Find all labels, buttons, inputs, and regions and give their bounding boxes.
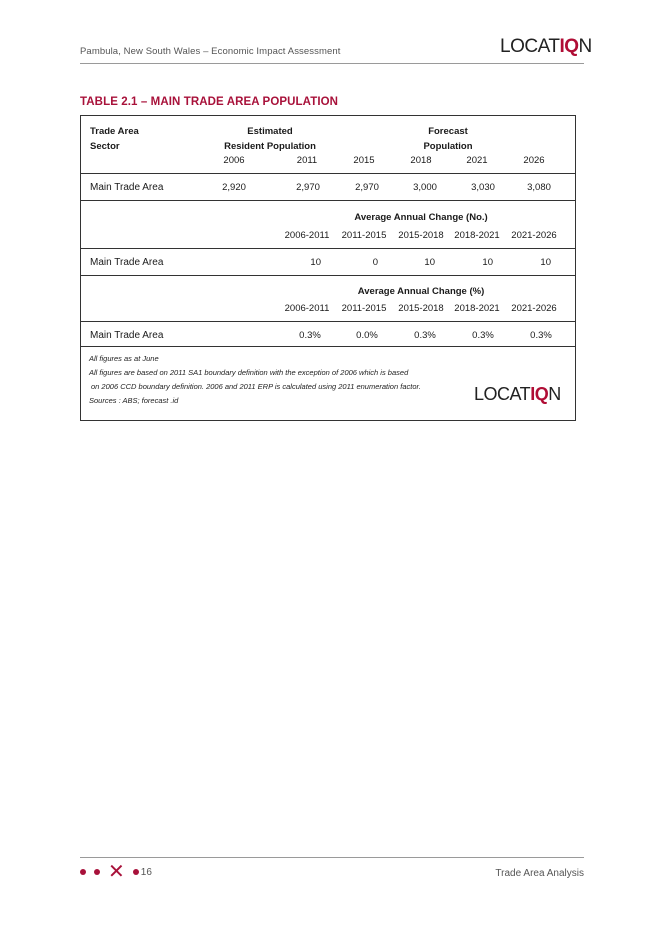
row-label-main-trade-area: Main Trade Area — [90, 330, 164, 341]
locatiq-logo: LOCATIQN — [500, 36, 592, 57]
dot-icon — [133, 869, 139, 875]
change-no-heading: Average Annual Change (No.) — [354, 212, 488, 223]
change-no-value: 10 — [424, 257, 435, 268]
header-divider — [80, 63, 584, 64]
change-pct-value: 0.3% — [530, 330, 552, 341]
period-header: 2011-2015 — [341, 303, 387, 314]
population-value: 2,970 — [355, 182, 379, 193]
period-header: 2018-2021 — [454, 230, 500, 241]
period-header: 2018-2021 — [454, 303, 500, 314]
group-header-population: Population — [423, 141, 473, 152]
footer-marks — [80, 861, 152, 883]
period-header: 2015-2018 — [398, 303, 444, 314]
table-divider — [80, 275, 576, 276]
population-value: 2,920 — [222, 182, 246, 193]
note-line: All figures are based on 2011 SA1 boundary definition with the exception of 2006 which is based — [89, 368, 409, 377]
change-no-value: 0 — [372, 257, 378, 268]
change-pct-value: 0.3% — [414, 330, 436, 341]
document-title: Pambula, New South Wales – Economic Impact Assessment — [80, 46, 341, 57]
population-value: 3,000 — [413, 182, 437, 193]
year-header: 2026 — [523, 155, 545, 166]
dot-icon — [80, 869, 86, 875]
table-title: TABLE 2.1 – MAIN TRADE AREA POPULATION — [80, 96, 339, 108]
table-divider — [80, 173, 576, 174]
period-header: 2006-2011 — [284, 230, 330, 241]
period-header: 2011-2015 — [341, 230, 387, 241]
population-value: 2,970 — [296, 182, 320, 193]
group-header-estimated: Estimated — [247, 126, 293, 137]
table-divider — [80, 346, 576, 347]
change-no-value: 10 — [482, 257, 493, 268]
note-line: Sources : ABS; forecast .id — [89, 396, 179, 405]
change-pct-value: 0.3% — [299, 330, 321, 341]
page-number: 16 — [140, 866, 152, 878]
group-header-resident-population: Resident Population — [224, 141, 316, 152]
locatiq-logo: LOCATIQN — [474, 384, 561, 404]
year-header: 2015 — [353, 155, 375, 166]
period-header: 2021-2026 — [511, 303, 557, 314]
col-header-trade-area: Trade Area — [90, 126, 139, 137]
population-value: 3,080 — [527, 182, 551, 193]
year-header: 2011 — [296, 155, 318, 166]
col-header-sector: Sector — [90, 141, 120, 152]
population-value: 3,030 — [471, 182, 495, 193]
table-divider — [80, 200, 576, 201]
note-line: All figures as at June — [89, 354, 159, 363]
change-no-value: 10 — [540, 257, 551, 268]
period-header: 2006-2011 — [284, 303, 330, 314]
table-notes — [89, 352, 421, 408]
footer-divider — [80, 857, 584, 858]
table-divider — [80, 321, 576, 322]
change-no-value: 10 — [310, 257, 321, 268]
note-line: on 2006 CCD boundary definition. 2006 and 2011 ERP is calculated using 2011 enumeration factor. — [91, 382, 421, 391]
x-mark-icon: ✕ — [108, 861, 125, 883]
group-header-forecast: Forecast — [428, 126, 468, 137]
table-divider — [80, 248, 576, 249]
change-pct-value: 0.3% — [472, 330, 494, 341]
year-header: 2021 — [466, 155, 488, 166]
row-label-main-trade-area: Main Trade Area — [90, 182, 164, 193]
dot-icon — [94, 869, 100, 875]
section-title: Trade Area Analysis — [495, 868, 584, 879]
period-header: 2021-2026 — [511, 230, 557, 241]
row-label-main-trade-area: Main Trade Area — [90, 257, 164, 268]
year-header: 2018 — [410, 155, 432, 166]
year-header: 2006 — [223, 155, 245, 166]
period-header: 2015-2018 — [398, 230, 444, 241]
change-pct-heading: Average Annual Change (%) — [357, 286, 485, 297]
change-pct-value: 0.0% — [356, 330, 378, 341]
